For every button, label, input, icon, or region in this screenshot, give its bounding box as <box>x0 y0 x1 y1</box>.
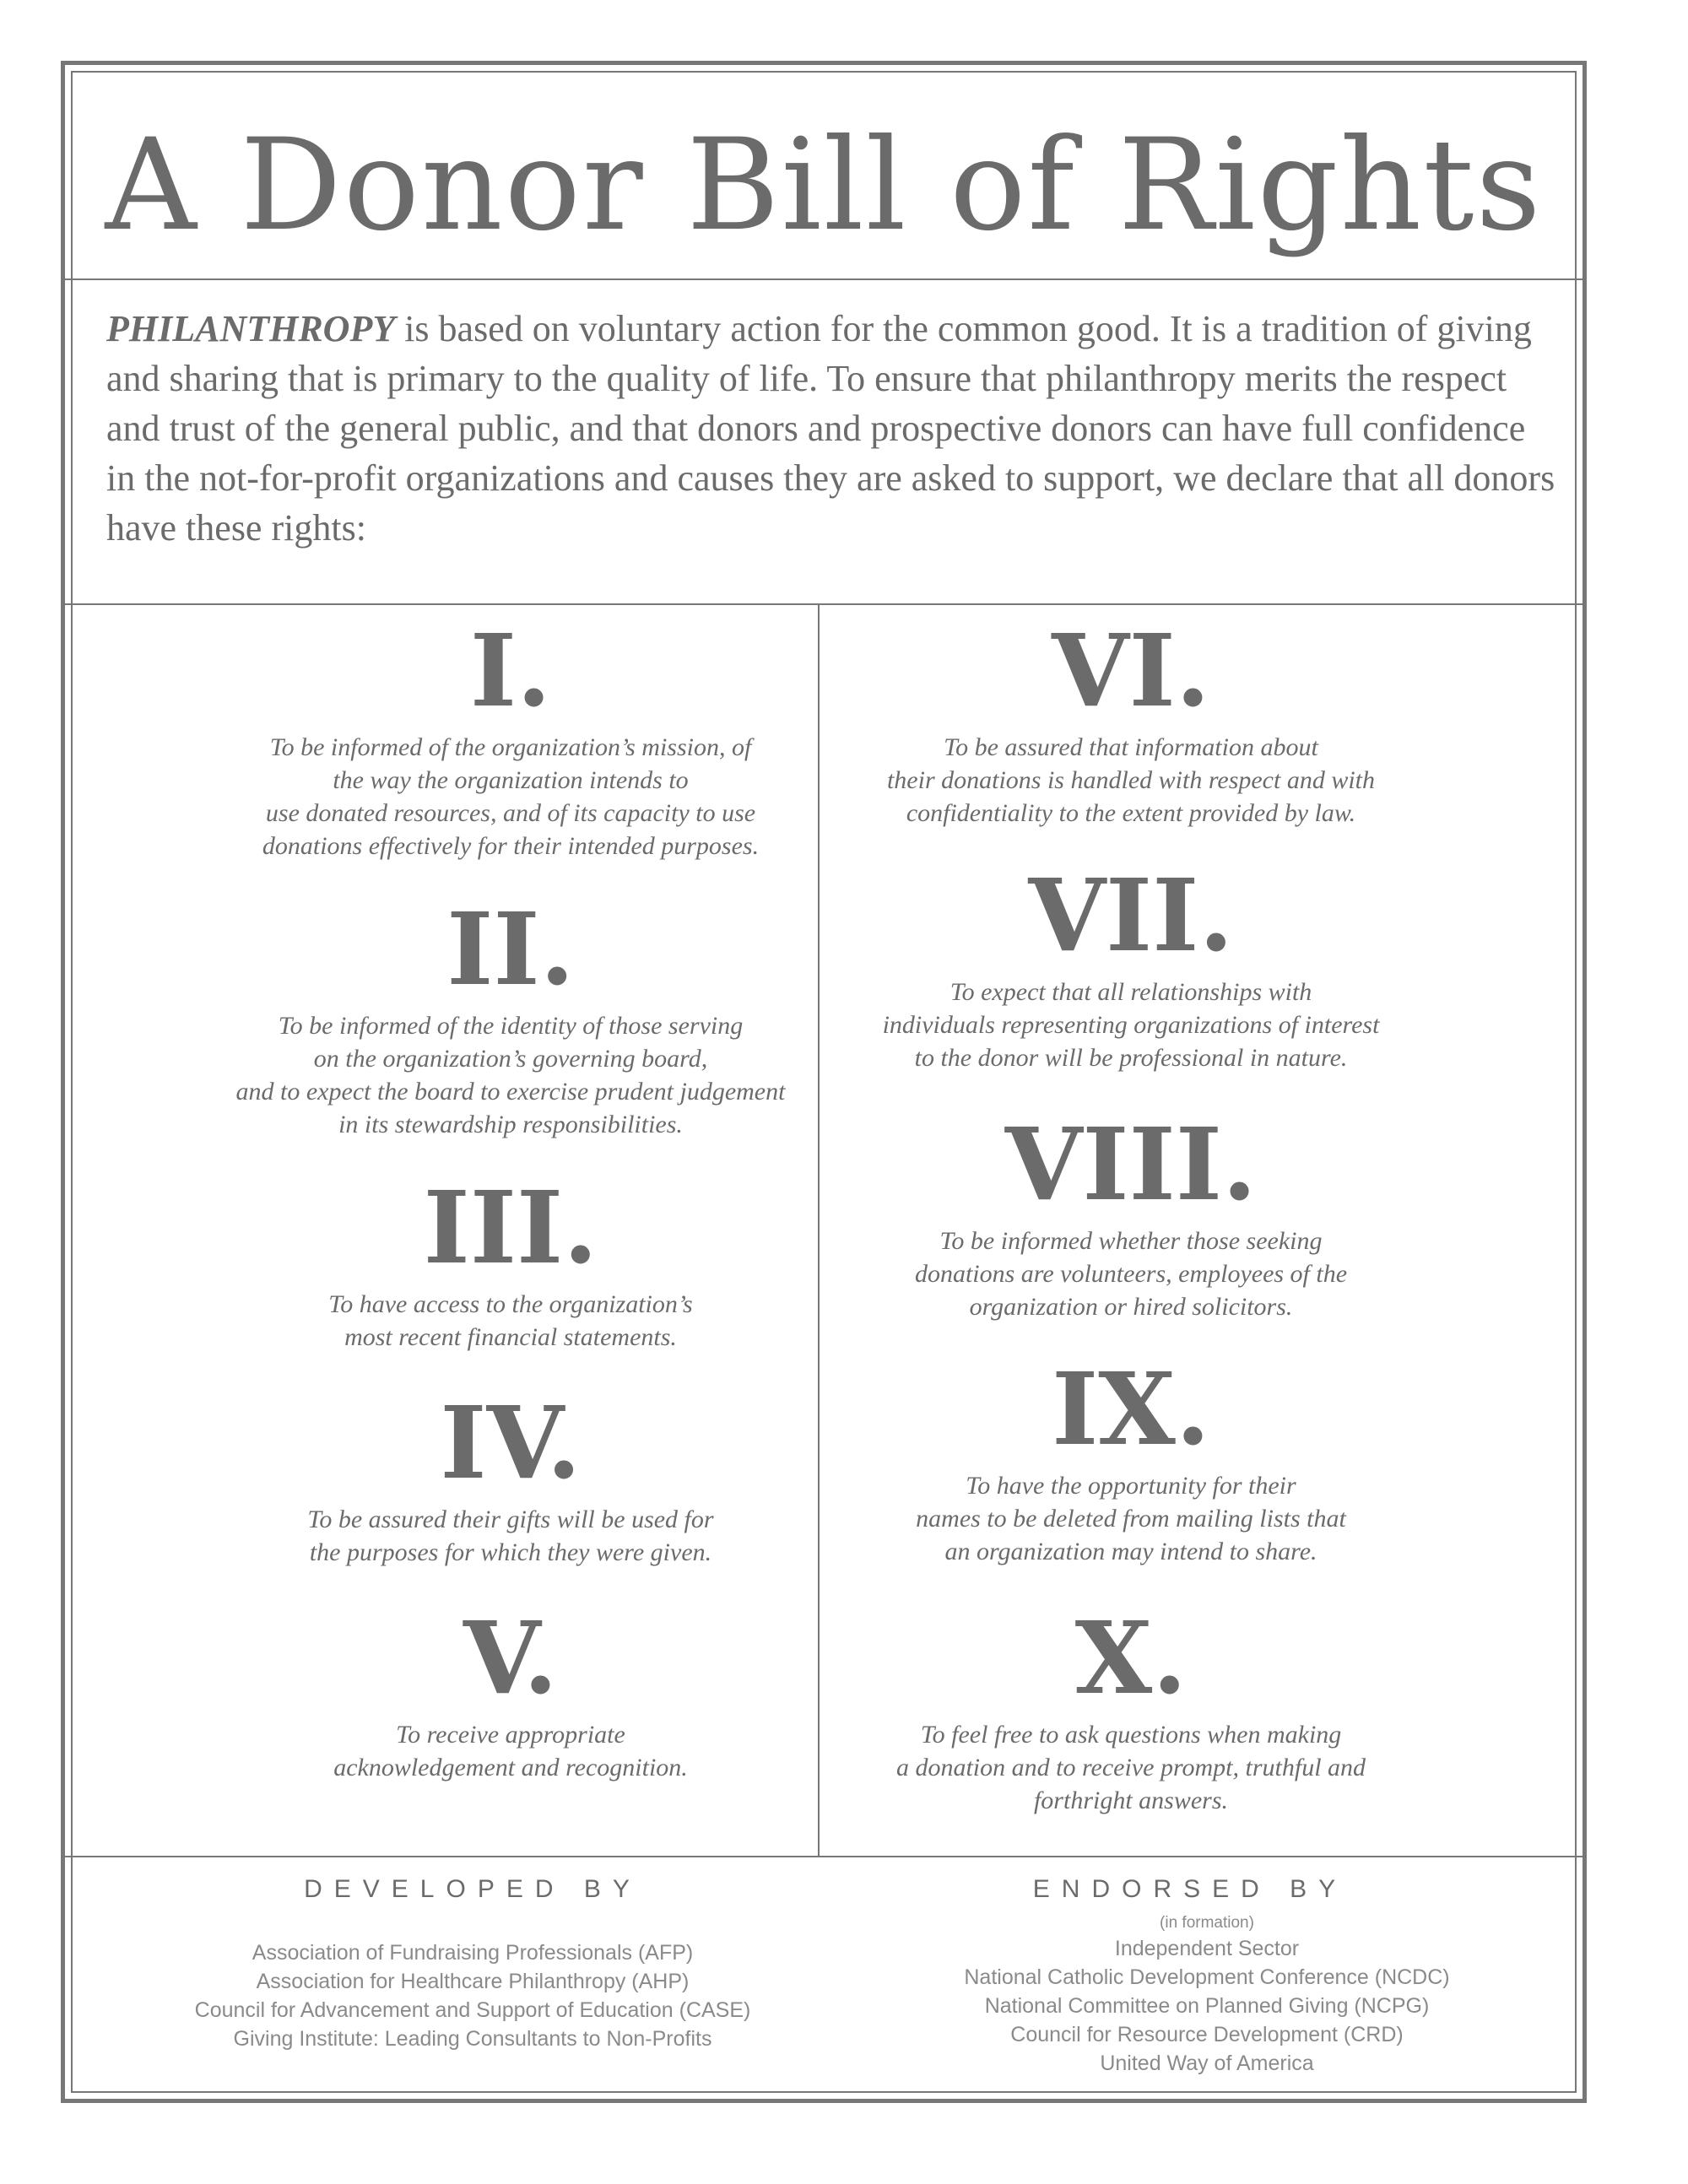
developed-by-heading: DEVELOPED BY <box>304 1875 641 1903</box>
endorser-org: United Way of America <box>1100 2052 1314 2075</box>
divider-under-title <box>64 278 1583 280</box>
right-item <box>751 857 1511 1074</box>
right-item <box>751 1106 1511 1323</box>
right-numeral: VI. <box>1052 612 1210 729</box>
right-numeral: V. <box>463 1599 558 1716</box>
right-text: To be assured their gifts will be used for the purposes for which they were given. <box>307 1506 714 1566</box>
endorsed-by-list <box>844 1912 1570 2078</box>
right-numeral: I. <box>469 612 552 729</box>
developer-org: Association of Fundraising Professionals (AFP) <box>252 1941 694 1965</box>
right-numeral: VIII. <box>1004 1106 1258 1223</box>
intro-paragraph <box>106 304 1558 553</box>
intro-text: is based on voluntary action for the common good. It is a tradition of giving and sharing that is primary to the quality of life. To ensure that philanthropy merits the respect and trust of the general public, and that donors and prospective donors can have full confidence in the not-for-profit organizations and causes they are asked to support, we declare that all donors have these rights: <box>106 308 1555 549</box>
endorser-org: National Committee on Planned Giving (NCPG) <box>984 1994 1430 2018</box>
right-numeral: X. <box>1074 1599 1188 1716</box>
right-text: To have the opportunity for their names to be deleted from mailing lists that an organization may intend to share. <box>916 1472 1346 1565</box>
right-item <box>751 1599 1511 1817</box>
developer-org: Council for Advancement and Support of Education (CASE) <box>194 1998 751 2022</box>
right-numeral: II. <box>446 890 575 1008</box>
right-text: To be informed whether those seeking donations are volunteers, employees of the organization or hired solicitors. <box>914 1227 1348 1321</box>
right-numeral: IX. <box>1052 1350 1210 1468</box>
endorsed-by-heading: ENDORSED BY <box>1032 1875 1348 1903</box>
right-text: To receive appropriate acknowledgement and recognition. <box>333 1721 688 1781</box>
right-item <box>751 1350 1511 1568</box>
right-text: To expect that all relationships with individuals representing organizations of interest to the donor will be professional in nature. <box>882 978 1380 1072</box>
developed-by-list <box>110 1938 836 2053</box>
divider-above-footer <box>64 1856 1583 1857</box>
page-title: A Donor Bill of Rights <box>105 112 1543 259</box>
endorser-org: Independent Sector <box>1114 1937 1300 1960</box>
right-text: To be assured that information about their donations is handled with respect and with confidentiality to the extent provided by law. <box>886 733 1376 827</box>
endorsed-by-note: (in formation) <box>1160 1914 1254 1932</box>
divider-under-intro <box>64 603 1583 605</box>
endorser-org: National Catholic Development Conference (NCDC) <box>964 1965 1450 1989</box>
right-item <box>751 612 1511 830</box>
right-text: To be informed of the organization’s mission, of the way the organization intends to use donated resources, and of its capacity to use donations effectively for their intended purposes. <box>262 733 760 860</box>
right-text: To feel free to ask questions when making a donation and to receive prompt, truthful and forthright answers. <box>895 1721 1366 1814</box>
developer-org: Association for Healthcare Philanthropy (AHP) <box>256 1970 690 1993</box>
right-numeral: IV. <box>440 1384 582 1501</box>
endorser-org: Council for Resource Development (CRD) <box>1010 2023 1404 2046</box>
developer-org: Giving Institute: Leading Consultants to Non-Profits <box>233 2027 712 2051</box>
right-text: To be informed of the identity of those serving on the organization’s governing board, and to expect the board to exercise prudent judgement in its stewardship responsibilities. <box>235 1012 786 1138</box>
right-numeral: III. <box>423 1169 598 1286</box>
intro-lead-word: PHILANTHROPY <box>106 308 396 349</box>
right-numeral: VII. <box>1028 857 1234 974</box>
right-text: To have access to the organization’s most recent financial statements. <box>328 1290 693 1351</box>
